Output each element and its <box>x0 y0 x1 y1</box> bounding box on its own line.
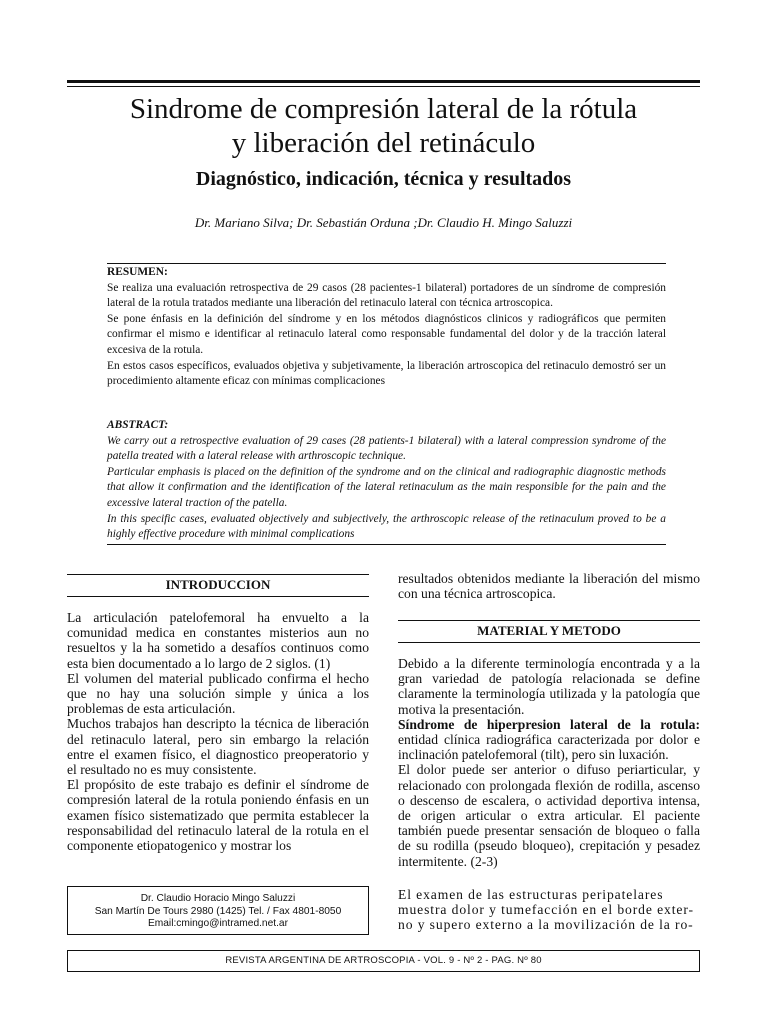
intro-paragraph: La articulación patelofemoral ha envuelto a la comunidad medica en constantes misterios aun no resueltos y la ha sometido a desafíos continuos como esta bien documentado a lo largo de 2 siglos. (1) <box>67 610 369 671</box>
abstract-heading: ABSTRACT: <box>107 419 169 431</box>
resumen-top-rule <box>107 263 666 264</box>
abstract-paragraph: Particular emphasis is placed on the definition of the syndrome and on the clinical and radiographic diagnostic methods that allow it confirmation and the identification of the lateral retinaculum as the main responsible for the pain and the excessive lateral traction of the patella. <box>107 465 666 509</box>
resumen-block <box>107 265 666 390</box>
intro-paragraph: El propósito de este trabajo es definir el síndrome de compresión lateral de la rotula poniendo énfasis en un examen físico sistematizado que permita establecer la responsabilidad del retinaculo lateral de la rotula en el componente etiopatogenico y mostrar los <box>67 777 369 854</box>
intro-heading-rule-top <box>67 574 369 575</box>
intro-body <box>67 610 369 853</box>
material-line: no y supero externo a la movilización de la ro- <box>398 917 694 933</box>
contact-box <box>67 886 369 935</box>
intro-heading-rule-bottom <box>67 596 369 597</box>
intro-continuation-paragraph: resultados obtenidos mediante la liberación del mismo con una técnica artroscopica. <box>398 571 700 602</box>
resumen-paragraph: En estos casos específicos, evaluados objetiva y subjetivamente, la liberación artroscopica del retinaculo demostró ser un procedimiento altamente eficaz con mínimas complicaciones <box>107 359 666 388</box>
material-line: muestra dolor y tumefacción en el borde exter- <box>398 902 694 918</box>
intro-continuation <box>398 571 700 601</box>
material-paragraph: Debido a la diferente terminología encontrada y a la gran variedad de patología relacionada se define claramente la terminología utilizada y la patología que motiva la presentación. <box>398 656 700 717</box>
resumen-heading: RESUMEN: <box>107 266 168 278</box>
abstract-paragraph: We carry out a retrospective evaluation of 29 cases (28 patients-1 bilateral) with a lateral compression syndrome of the patella treated with a lateral release with arthroscopic technique. <box>107 434 666 463</box>
material-heading-rule-top <box>398 620 700 621</box>
contact-name: Dr. Claudio Horacio Mingo Saluzzi <box>140 893 296 904</box>
resumen-paragraph: Se pone énfasis en la definición del síndrome y en los métodos diagnósticos clinicos y radiográficos que permiten confirmar el mismo e identificar al retinaculo lateral como responsable fundamental del dolor y de la tracción lateral excesiva de la rotula. <box>107 312 666 356</box>
title-line-2: y liberación del retináculo <box>231 127 536 159</box>
syndrome-definition-term: Síndrome de hiperpresion lateral de la rotula: <box>398 716 700 732</box>
material-heading: MATERIAL Y METODO <box>477 623 621 638</box>
resumen-paragraph: Se realiza una evaluación retrospectiva de 29 casos (28 pacientes-1 bilateral) portadores de un síndrome de compresión lateral de la rotula tratados mediante una liberación del retinaculo lateral con técnica artroscopica. <box>107 281 666 310</box>
intro-paragraph: Muchos trabajos han descripto la técnica de liberación del retinaculo lateral, pero sin embargo la relación entre el examen físico, el diagnostico preoperatorio y el resultado no es muy consistente. <box>67 716 369 778</box>
abstract-paragraph: In this specific cases, evaluated objectively and subjectively, the arthroscopic release of the retinaculum proved to be a highly effective procedure with minimal complications <box>107 512 666 541</box>
syndrome-definition-text: entidad clínica radiográfica caracterizada por dolor e inclinación patelofemoral (tilt), pero sin luxación. <box>398 732 700 763</box>
journal-footer: REVISTA ARGENTINA DE ARTROSCOPIA - VOL. 9 - Nº 2 - PAG. Nº 80 <box>67 950 700 972</box>
title-line-1: Sindrome de compresión lateral de la rótula <box>129 93 638 125</box>
material-paragraph <box>398 717 700 763</box>
abstract-bottom-rule <box>107 544 666 545</box>
material-line: El examen de las estructuras peripatelares <box>398 887 664 902</box>
article-subtitle: Diagnóstico, indicación, técnica y resultados <box>195 168 572 190</box>
abstract-block <box>107 418 666 543</box>
material-body <box>398 656 700 869</box>
material-paragraph: El dolor puede ser anterior o difuso periarticular, y relacionado con prolongada flexión de rodilla, ascenso o descenso de escalera, o actividad deportiva intensa, de origen articular o extra articular. El paciente también puede presentar sensación de bloqueo o falla de su rodilla (pseudo bloqueo), crepitación y pesadez intermitente. (2-3) <box>398 762 700 869</box>
top-rule-thin <box>67 86 700 87</box>
top-rule-thick <box>67 80 700 83</box>
contact-email: Email:cmingo@intramed.net.ar <box>147 918 288 930</box>
contact-address: San Martín De Tours 2980 (1425) Tel. / Fax 4801-8050 <box>94 905 342 917</box>
authors-line: Dr. Mariano Silva; Dr. Sebastián Orduna ;Dr. Claudio H. Mingo Saluzzi <box>194 215 573 230</box>
intro-paragraph: El volumen del material publicado confirma el hecho que no hay una solución simple y única a los problemas de esta articulación. <box>67 670 369 717</box>
article-title <box>67 92 700 160</box>
material-heading-rule-bottom <box>398 642 700 643</box>
intro-heading: INTRODUCCION <box>165 577 271 592</box>
material-paragraph-4 <box>398 887 700 933</box>
